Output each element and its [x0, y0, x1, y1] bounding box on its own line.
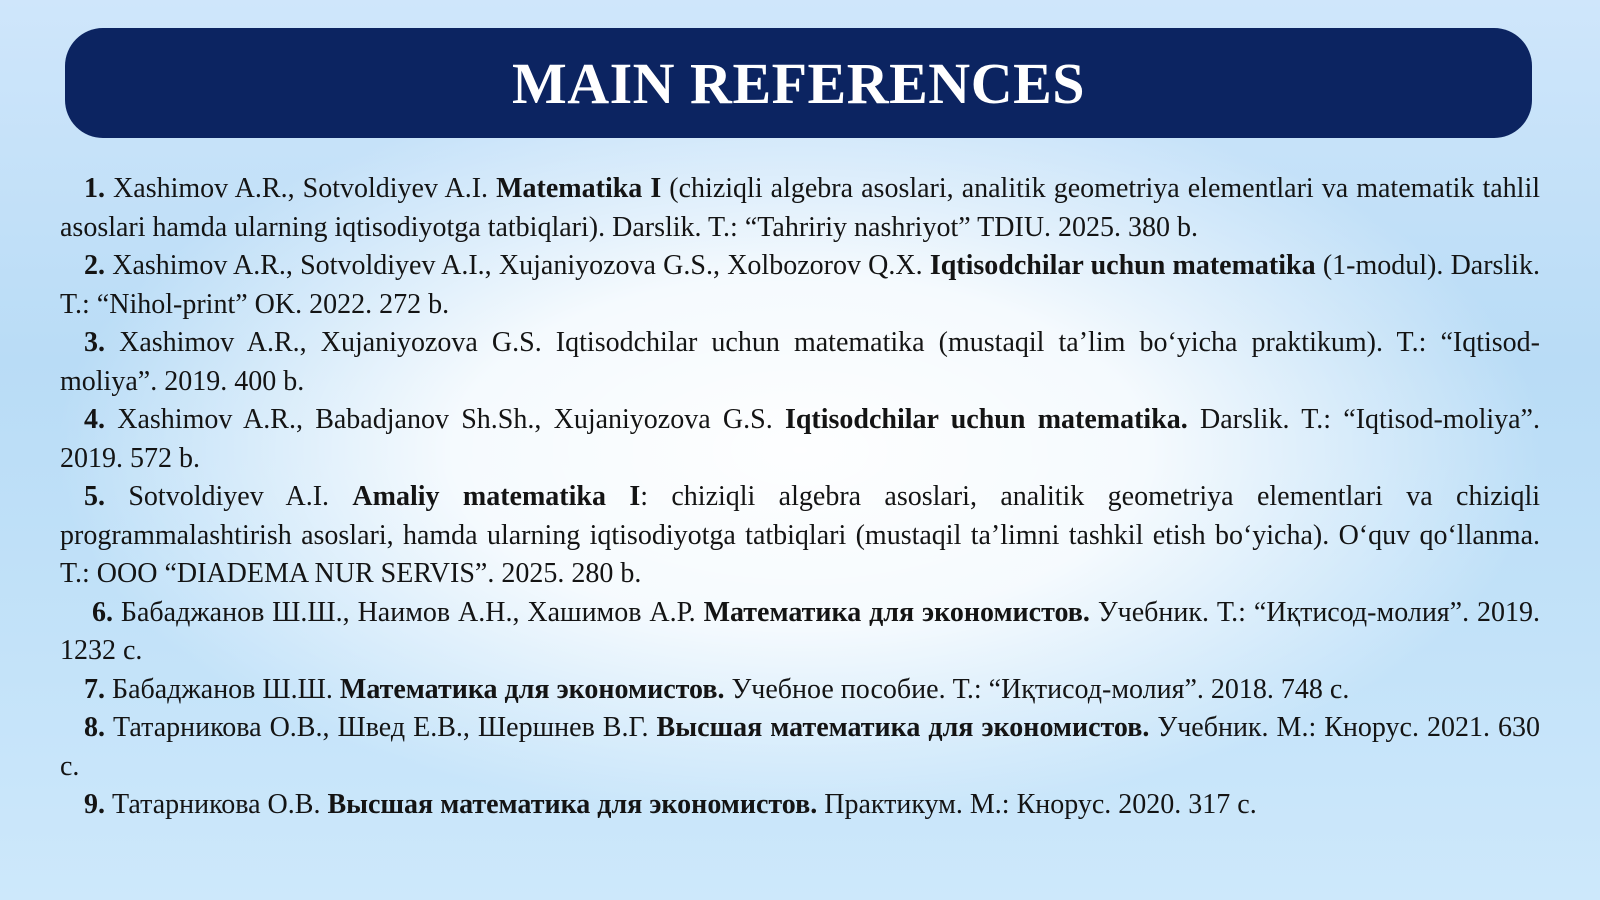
reference-item: [60, 709, 1540, 786]
reference-item: [60, 170, 1540, 247]
reference-title: Математика для экономистов.: [339, 673, 725, 705]
reference-title: Matematika I: [496, 173, 662, 204]
reference-item: [60, 671, 1540, 710]
reference-number: 5.: [84, 481, 105, 512]
reference-title: Amaliy matematika I: [352, 481, 641, 512]
reference-item: [60, 247, 1540, 324]
reference-authors: Xashimov A.R., Sotvoldiyev A.I., Xujaniyozova G.S., Xolbozorov Q.X.: [105, 250, 930, 281]
reference-item: [60, 324, 1540, 401]
reference-number: 9.: [84, 789, 105, 820]
reference-item: [60, 594, 1540, 671]
reference-title: Iqtisodchilar uchun matematika.: [784, 404, 1188, 435]
reference-details: (1-modul). Darslik. T.: “Nihol-print” OK. 2022. 272 b.: [60, 250, 1540, 320]
reference-details: Darslik. T.: “Iqtisod-moliya”. 2019. 572 b.: [60, 404, 1540, 474]
reference-details: (chiziqli algebra asoslari, analitik geometriya elementlari va matematik tahlil asoslari hamda ularning iqtisodiyotga tatbiqlari). Darslik. T.: “Tahririy nashriyot” TDIU. 2025. 380 b.: [60, 173, 1541, 243]
reference-number: 3.: [84, 327, 105, 358]
reference-number: 6.: [92, 596, 113, 628]
reference-number: 2.: [84, 250, 105, 281]
page-title: MAIN REFERENCES: [511, 50, 1086, 116]
reference-item: [60, 786, 1540, 825]
reference-number: 7.: [84, 673, 105, 705]
reference-list: [60, 170, 1540, 825]
reference-authors: Бабаджанов Ш.Ш., Наимов А.Н., Хашимов А.Р.: [113, 596, 704, 628]
reference-title: Iqtisodchilar uchun matematika: [929, 250, 1316, 281]
reference-authors: Бабаджанов Ш.Ш.: [105, 673, 340, 705]
reference-item: [60, 478, 1540, 594]
reference-details: Учебное пособие. Т.: “Иқтисод-молия”. 2018. 748 с.: [724, 673, 1350, 705]
reference-details: Учебник. Т.: “Иқтисод-молия”. 2019. 1232 с.: [60, 596, 1540, 666]
reference-authors: Sotvoldiyev A.I.: [105, 481, 353, 512]
reference-title: Математика для экономистов.: [703, 596, 1090, 628]
reference-details: : chiziqli algebra asoslari, analitik geometriya elementlari va chiziqli programmalashtirish asoslari, hamda ularning iqtisodiyotga tatbiqlari (mustaqil ta’limni tashkil etish bo‘yicha). O‘quv qo‘llanma. T.: OOO “DIADEMA NUR SERVIS”. 2025. 280 b.: [60, 481, 1541, 589]
reference-title: Высшая математика для экономистов.: [327, 789, 818, 820]
reference-authors: Xashimov A.R., Xujaniyozova G.S. Iqtisodchilar uchun matematika (mustaqil ta’lim bo‘yicha praktikum). T.: “Iqtisod-moliya”. 2019. 400 b.: [60, 327, 1540, 397]
reference-details: Учебник. М.: Кнорус. 2021. 630 с.: [60, 712, 1540, 782]
reference-authors: Татарникова О.В.: [105, 789, 328, 820]
reference-authors: Xashimov A.R., Sotvoldiyev A.I.: [105, 173, 497, 204]
reference-authors: Xashimov A.R., Babadjanov Sh.Sh., Xujaniyozova G.S.: [105, 404, 785, 435]
reference-number: 1.: [84, 173, 105, 204]
reference-item: [60, 401, 1540, 478]
title-banner: [65, 28, 1532, 138]
reference-title: Высшая математика для экономистов.: [656, 712, 1150, 743]
reference-authors: Татарникова О.В., Швед Е.В., Шершнев В.Г.: [105, 712, 657, 743]
reference-details: Практикум. М.: Кнорус. 2020. 317 с.: [817, 789, 1257, 820]
reference-number: 8.: [84, 712, 105, 743]
reference-number: 4.: [84, 404, 105, 435]
